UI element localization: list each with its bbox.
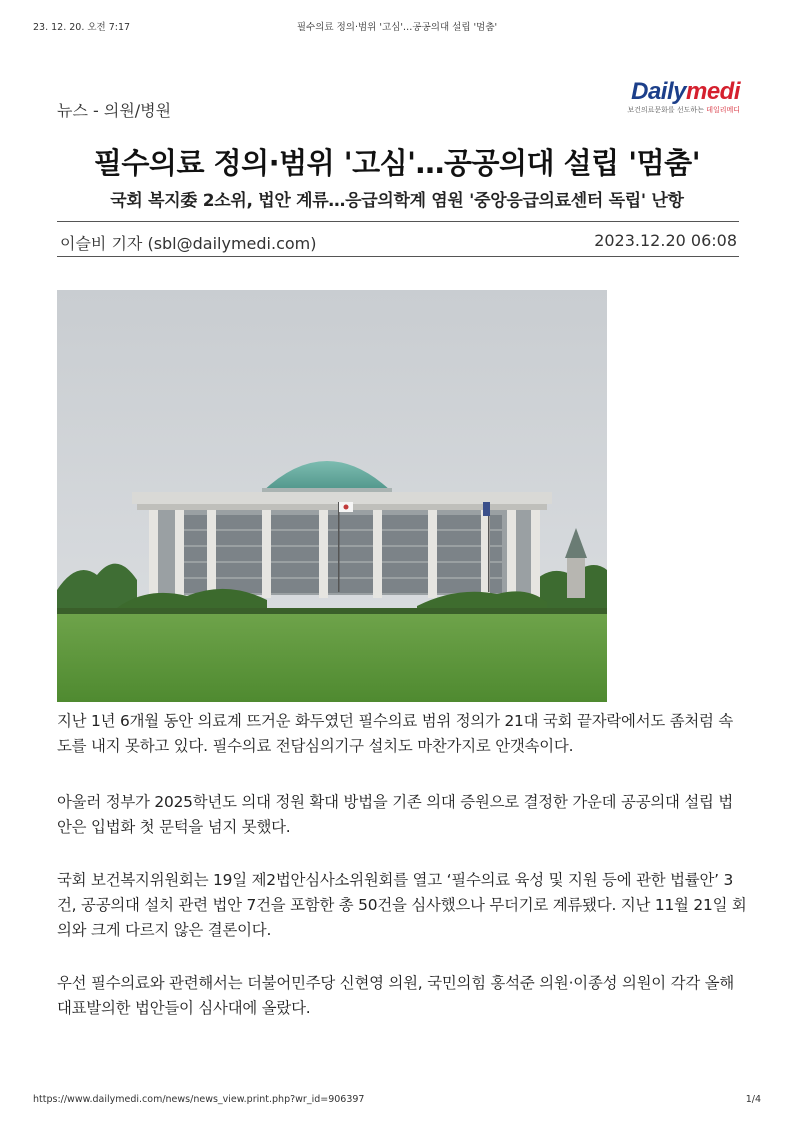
logo-wordmark: Dailymedi [631,78,740,105]
article-paragraph: 아울러 정부가 2025학년도 의대 정원 확대 방법을 기존 의대 증원으로 결정한 가운데 공공의대 설립 법안은 입법화 첫 문턱을 넘지 못했다. [57,793,734,836]
article-paragraph: 국회 보건복지위원회는 19일 제2법안심사소위원회를 열고 ‘필수의료 육성 및 지원 등에 관한 법률안’ 3건, 공공의대 설치 관련 법안 7건을 포함한 총 50건을 심사했으나 무더기로 계류됐다. 지난 11월 21일 회의와 크게 다르지 않은 결론이다. [57,871,747,939]
print-header [33,19,761,33]
print-page-title: 필수의료 정의·범위 '고심'…공공의대 설립 '멈춤' [296,22,498,33]
print-page-number: 1/4 [745,1094,761,1105]
article-paragraph: 우선 필수의료와 관련해서는 더불어민주당 신현영 의원, 국민의힘 홍석준 의원·이종성 의원이 각각 올해 대표발의한 법안들이 심사대에 올랐다. [57,974,735,1017]
section-breadcrumb[interactable]: 뉴스 - 의원/병원 [57,101,172,120]
logo-tagline: 보건의료문화를 선도하는 데일리메디 [627,106,740,114]
national-assembly-photo [57,290,607,702]
article-headline: 필수의료 정의·범위 '고심'…공공의대 설립 '멈춤' [93,146,701,180]
article-date: 2023.12.20 06:08 [594,231,737,250]
dailymedi-logo[interactable] [614,78,746,118]
print-datetime: 23. 12. 20. 오전 7:17 [33,22,131,33]
print-url: https://www.dailymedi.com/news/news_view.print.php?wr_id=906397 [33,1094,365,1105]
article-paragraph: 지난 1년 6개월 동안 의료계 뜨거운 화두였던 필수의료 범위 정의가 21대 국회 끝자락에서도 좀처럼 속도를 내지 못하고 있다. 필수의료 전담심의기구 설치도 마찬가지로 안갯속이다. [57,712,734,755]
print-footer [33,1094,761,1108]
article-subheadline: 국회 복지委 2소위, 법안 계류…응급의학계 염원 '중앙응급의료센터 독립' 난항 [110,191,684,211]
article-meta [57,221,739,257]
article-author: 이슬비 기자 (sbl@dailymedi.com) [60,234,317,253]
